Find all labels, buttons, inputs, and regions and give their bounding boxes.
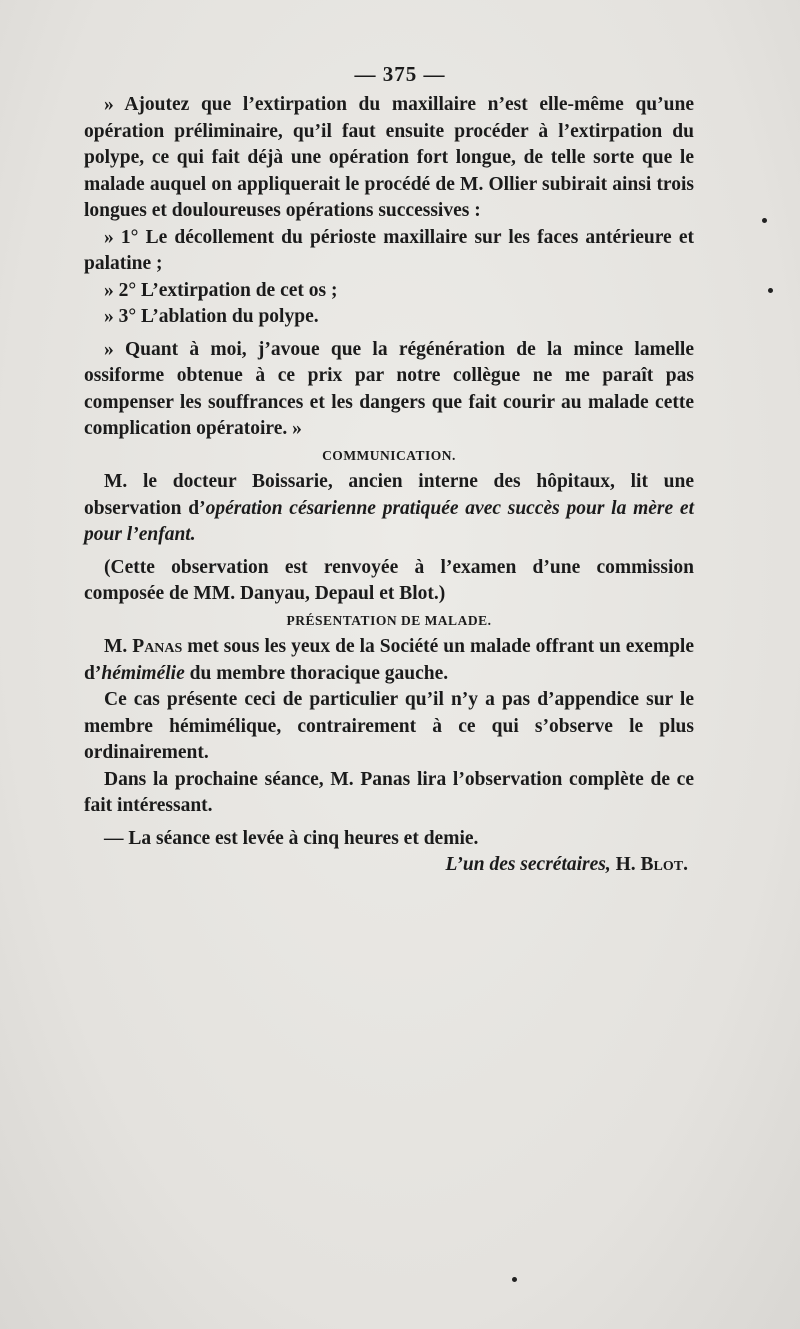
paragraph-commission: (Cette observation est renvoyée à l’examen d’une commission composée de MM. Danyau, Depaul et Blot.): [84, 556, 694, 604]
paragraph-extirpation: » Ajoutez que l’extirpation du maxillaire n’est elle-même qu’une opération préliminaire, qu’il faut ensuite procéder à l’extirpation du polype, ce qui fait déjà une opération fort longue, de telle sorte que le malade auquel on appliquerait le procédé de M. Ollier subirait ainsi trois longues et douloureuses opérations successives :: [84, 94, 694, 221]
section-heading-presentation: PRÉSENTATION DE MALADE.: [286, 612, 492, 628]
list-item: » 1° Le décollement du périoste maxillaire sur les faces antérieure et palatine ;: [84, 226, 694, 274]
paragraph-presentation: [84, 634, 694, 687]
paragraph-closing: — La séance est levée à cinq heures et demie.: [104, 827, 479, 849]
presentation-text-end: du membre thoracique gauche.: [184, 662, 449, 684]
paragraph-opinion: » Quant à moi, j’avoue que la régénération de la mince lamelle ossiforme obtenue à ce prix par notre collègue ne me paraît pas compenser les souffrances et les dangers que fait courir au malade cette complication opératoire. »: [84, 338, 694, 439]
ink-speck: [768, 288, 773, 293]
paragraph-next-session: Dans la prochaine séance, M. Panas lira l’observation complète de ce fait intéressant.: [84, 768, 694, 816]
signature-role: L’un des secrétaires,: [445, 854, 611, 875]
condition-term: hémimélie: [101, 662, 185, 684]
signature-name: H. Blot.: [610, 854, 688, 875]
communication-title: opération césarienne pratiquée avec succès pour la mère et pour l’enfant.: [84, 497, 695, 545]
page-body: [84, 92, 694, 879]
ink-speck: [762, 218, 767, 223]
communication-text: M. le docteur Boissarie, ancien interne des hôpitaux, lit une observation d’: [84, 471, 694, 519]
presenter-name: M. Panas: [104, 636, 183, 657]
paragraph-communication: [84, 469, 694, 549]
ink-speck: [512, 1277, 517, 1282]
presentation-text: met sous les yeux de la Société un malade offrant un exemple d’: [84, 636, 694, 684]
paragraph-particularity: Ce cas présente ceci de particulier qu’il n’y a pas d’appendice sur le membre hémimélique, contrairement à ce qui s’observe le plus ordinairement.: [84, 689, 694, 763]
list-item: » 3° L’ablation du polype.: [104, 306, 319, 327]
signature: [84, 852, 694, 879]
page-number: — 375 —: [354, 62, 446, 86]
list-item: » 2° L’extirpation de cet os ;: [104, 279, 338, 301]
section-heading-communication: COMMUNICATION.: [322, 447, 456, 463]
